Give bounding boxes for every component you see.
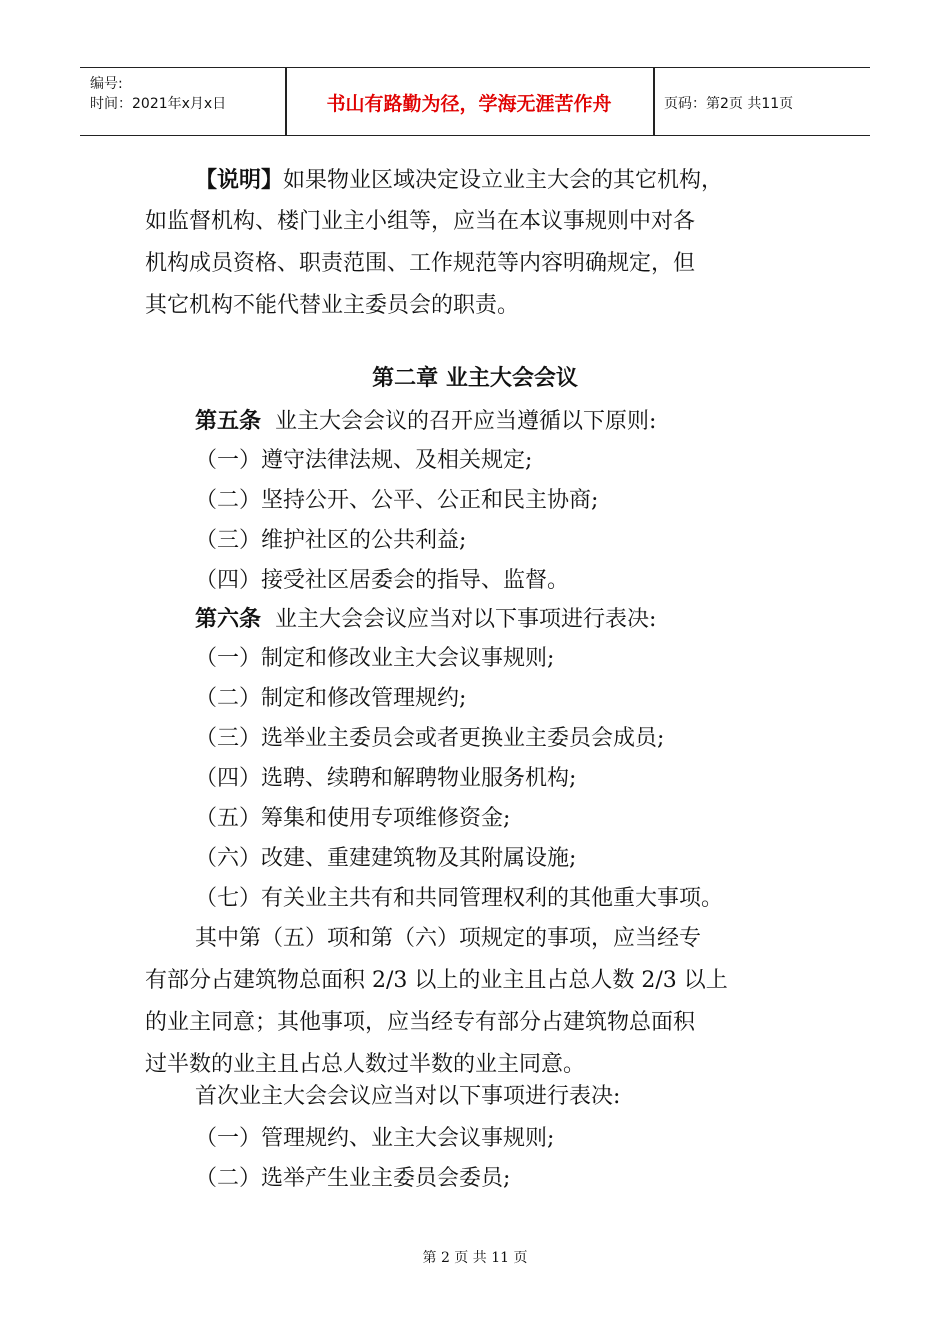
time-label: 时间：2021年x月x日 <box>90 96 227 112</box>
article-text: 业主大会会议应当对以下事项进行表决: <box>275 607 657 632</box>
paragraph-line: 的业主同意；其他事项，应当经专有部分占建筑物总面积 <box>145 1010 696 1035</box>
paragraph-line: 有部分占建筑物总面积 2/3 以上的业主且占总人数 2/3 以上 <box>145 968 728 993</box>
list-item: （一）制定和修改业主大会议事规则; <box>195 646 555 671</box>
page-footer: 第 2 页 共 11 页 <box>422 1250 528 1266</box>
list-item: （五）筹集和使用专项维修资金; <box>195 806 511 831</box>
note-label: 【说明】 <box>195 167 284 193</box>
note-line: 其它机构不能代替业主委员会的职责。 <box>145 293 520 318</box>
header-divider <box>653 68 655 135</box>
paragraph-line: 过半数的业主且占总人数过半数的业主同意。 <box>145 1052 586 1077</box>
page-header <box>80 67 870 136</box>
paragraph-line: 首次业主大会会议应当对以下事项进行表决: <box>195 1084 621 1109</box>
page-info: 页码：第2页 共11页 <box>664 95 794 112</box>
note-line: 如监督机构、楼门业主小组等，应当在本议事规则中对各 <box>145 209 696 234</box>
article-text: 业主大会会议的召开应当遵循以下原则: <box>275 409 657 434</box>
article-label: 第五条 <box>195 408 262 434</box>
list-item: （四）接受社区居委会的指导、监督。 <box>195 568 570 593</box>
note-line: 如果物业区域决定设立业主大会的其它机构， <box>283 168 724 193</box>
list-item: （三）选举业主委员会或者更换业主委员会成员; <box>195 726 665 751</box>
header-left <box>90 74 226 114</box>
list-item: （七）有关业主共有和共同管理权利的其他重大事项。 <box>195 886 724 911</box>
list-item: （四）选聘、续聘和解聘物业服务机构; <box>195 766 577 791</box>
list-item: （二）坚持公开、公平、公正和民主协商; <box>195 488 599 513</box>
list-item: （一）遵守法律法规、及相关规定; <box>195 448 533 473</box>
chapter-title: 第二章 业主大会会议 <box>372 366 578 391</box>
paragraph-line: 其中第（五）项和第（六）项规定的事项，应当经专 <box>195 926 702 951</box>
number-label: 编号: <box>90 76 123 92</box>
list-item: （二）制定和修改管理规约; <box>195 686 467 711</box>
list-item: （一）管理规约、业主大会议事规则; <box>195 1126 555 1151</box>
note-line: 机构成员资格、职责范围、工作规范等内容明确规定，但 <box>145 251 696 276</box>
article-label: 第六条 <box>195 606 262 632</box>
list-item: （二）选举产生业主委员会委员; <box>195 1166 511 1191</box>
list-item: （三）维护社区的公共利益; <box>195 528 467 553</box>
list-item: （六）改建、重建建筑物及其附属设施; <box>195 846 577 871</box>
motto: 书山有路勤为径，学海无涯苦作舟 <box>326 93 612 115</box>
